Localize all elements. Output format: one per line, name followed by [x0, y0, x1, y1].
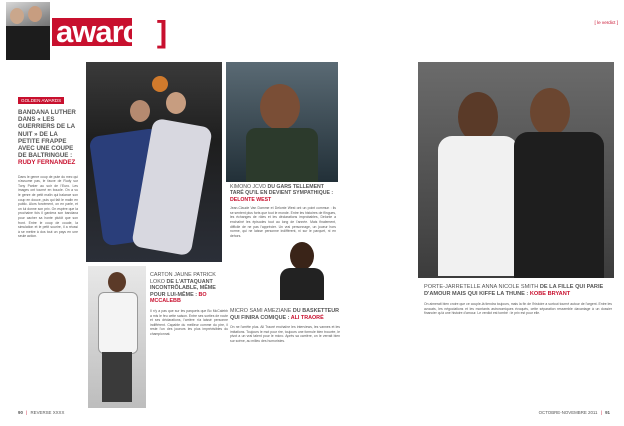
article-5-headline [424, 284, 612, 298]
article-2-kicker-rest: DU GARS TELLEMENT TARÉ QU'IL EN DEVIENT SYMPATHIQUE : [230, 184, 334, 197]
header-bracket: ] [156, 14, 167, 49]
article-5 [424, 284, 612, 316]
article-5-kicker: PORTE-JARRETELLE ANNA NICOLE SMITH [424, 284, 539, 290]
section-tag-right: ] [616, 20, 618, 25]
article-3-winner: BO MCCALEBB [150, 291, 207, 305]
footer-left [18, 410, 64, 415]
footer-left-page: 90 [18, 410, 23, 415]
header-photo-people [6, 2, 50, 60]
article-3 [150, 272, 228, 337]
section-tag-label: le verdict [597, 20, 616, 25]
section-tag [594, 20, 618, 25]
article-4-body: On ne l'arrête plus. Ali Traoré enchaîne les interviews, les vannes et les imitations. Toujours le mot pour rire, toujours une formule bien trouvée, le pivot a un vrai talent pour le micro. Après sa carrière, on le verrait bien sur scène, au milieu des humoristes. [230, 325, 340, 343]
article-1-headline [18, 109, 78, 167]
article-1-tag: GOLDEN AWARDS [18, 97, 64, 104]
footer-right [539, 410, 610, 415]
article-3-kicker: CARTON JAUNE PATRICK LOKO [150, 272, 216, 285]
article-2-kicker: KIMONO JCVD [230, 184, 267, 190]
photo-ali-traore [270, 238, 334, 300]
photo-basketball-game [86, 62, 222, 262]
article-3-body: Il n'y a pas que sur les parquets que Bo McCalebb a mis le feu cette saison. Entre ses sorties de route et ses déclarations, l'arrière n'a laissé personne indifférent. Capable du meilleur comme du pire, il reste l'un des joueurs les plus imprévisibles du championnat. [150, 308, 228, 336]
footer-right-label: OCTOBRE-NOVEMBRE 2011 [538, 410, 598, 415]
footer-left-label: REVERSE XXXX [30, 410, 65, 415]
article-3-headline [150, 272, 228, 305]
article-4-kicker-rest: DU BASKETTEUR QUI FINIRA COMIQUE : [230, 308, 340, 321]
header-bar [0, 0, 624, 62]
photo-kobe-bryant-couple [418, 62, 614, 278]
header-title [56, 14, 166, 50]
article-2-headline [230, 184, 336, 203]
photo-delonte-west [226, 62, 338, 182]
article-1 [18, 89, 78, 239]
article-4-headline [230, 308, 340, 321]
article-2-winner: DELONTE WEST [230, 196, 272, 203]
article-5-kicker-rest: DE LA FILLE QUI PARIE D'AMOUR MAIS QUI KIFFE LA THUNE : [424, 284, 604, 297]
footer-separator-right: | [600, 410, 602, 415]
article-1-winner: RUDY FERNANDEZ [18, 159, 76, 167]
section-tag-left: [ [594, 20, 596, 25]
footer-right-page: 91 [605, 410, 610, 415]
article-5-winner: KOBE BRYANT [529, 291, 571, 297]
article-4 [230, 308, 340, 344]
article-1-body: Dans le genre coup de pute du mec qui n'assume pas, le fauve de Rudy sur Tony Parker au soir de l'Euro. Les images ont tourné en boucle. On a vu le genre de petit malin qui balance son coup en douce, puis qui fait le malin en public. Alors forcément, on en parle, et on lui donne son prix. On espère que la prochaine fois il gardera son bandana pour cacher sa honte plutôt que son front. Entre le coup de coude, la simulation et le petit sourire, il a réussi à se mettre à dos tout un pays en une seule action. [18, 174, 78, 239]
header-title-text: awards [56, 14, 157, 49]
photo-bo-mccalebb [88, 266, 146, 408]
article-5-body: On aimerait bien croire que ce couple-là tiendra toujours, mais la fin de l'histoire a surtout tourné autour de l'argent. Entre les avocats, les négociations et les montants astronomiques évoqués, cette séparation ressemble davantage à un dossier financier qu'à une histoire d'amour. Le verdict est tombé : le prix est pour elle. [424, 302, 612, 316]
article-3-kicker-rest: DE L'ATTAQUANT INCONTRÔLABLE, MÊME POUR LUI-MÊME : [150, 278, 216, 298]
article-2 [230, 184, 336, 238]
article-4-kicker: MICRO SAMI AMEZIANE [230, 308, 292, 314]
article-4-winner: ALI TRAORÉ [290, 314, 324, 321]
footer-separator-left: | [26, 410, 28, 415]
article-2-body: Jean-Claude Van Damme et Delonte West ont un point commun : ils se sentent plus forts que tout le monde. Entre les histoires de flingues, les échanges de rôles et les déclarations improbables, Delonte a enchaîné les épisodes tout au long de l'année. Mais finalement, difficile de ne pas l'apprécier. Un vrai personnage, un joueur hors norme, qui ne laisse personne indifférent, ni sur le parquet, ni en dehors. [230, 206, 336, 238]
article-1-headline-b: « LES GUERRIERS DE LA NUIT » DE LA PETITE FRAPPE AVEC UNE COUPE DE BALTRINGUE : [18, 116, 75, 160]
article-1-headline-a: BANDANA LUTHER DANS [18, 109, 76, 124]
